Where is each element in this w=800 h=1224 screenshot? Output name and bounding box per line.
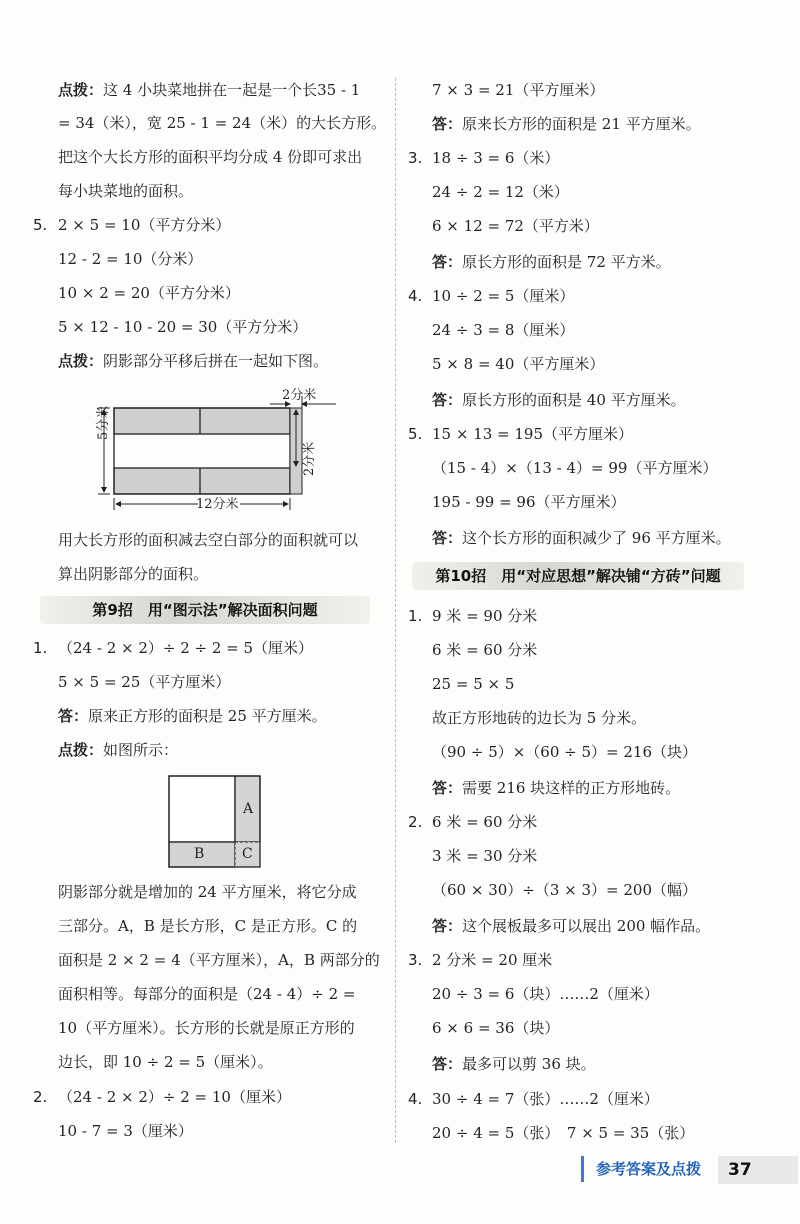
question-number: 1.	[33, 639, 48, 657]
solution-line: 3 米 = 30 分米	[432, 847, 538, 865]
solution-line: （90 ÷ 5）×（60 ÷ 5）= 216（块）	[432, 743, 698, 761]
section-heading-9: 第9招 用“图示法”解决面积问题	[40, 596, 370, 624]
answer-label: 答：	[58, 707, 89, 725]
text-line: 用大长方形的面积减去空白部分的面积就可以	[58, 531, 359, 549]
solution-line: （15 - 4）×（13 - 4）= 99（平方厘米）	[432, 459, 718, 477]
answer-label: 答：	[432, 779, 463, 797]
solution-line: 24 ÷ 2 = 12（米）	[432, 183, 569, 201]
solution-line: （60 × 30）÷（3 × 3）= 200（幅）	[432, 881, 698, 899]
question-number: 1.	[408, 607, 423, 625]
answer-label: 答：	[432, 391, 463, 409]
text-line: 面积是 2 × 2 = 4（平方厘米），A，B 两部分的	[58, 951, 380, 969]
footer-section-tag: 参考答案及点拨	[581, 1156, 701, 1182]
hint-text: 每小块菜地的面积。	[58, 182, 194, 200]
solution-line: 24 ÷ 3 = 8（厘米）	[432, 321, 575, 339]
solution-line: 18 ÷ 3 = 6（米）	[432, 149, 560, 167]
solution-line: 5 × 12 - 10 - 20 = 30（平方分米）	[58, 318, 308, 336]
figure-label-left: 5分米	[96, 405, 111, 440]
text-line: 阴影部分就是增加的 24 平方厘米，将它分成	[58, 883, 357, 901]
question-number: 4.	[408, 287, 423, 305]
answer-text: 原来正方形的面积是 25 平方厘米。	[88, 707, 327, 725]
solution-line: 20 ÷ 3 = 6（块）……2（厘米）	[432, 985, 659, 1003]
text-line: 面积相等。每部分的面积是（24 - 4）÷ 2 =	[58, 985, 356, 1003]
solution-line: （24 - 2 × 2）÷ 2 = 10（厘米）	[58, 1088, 291, 1106]
answer-label: 答：	[432, 253, 463, 271]
text-line: 10（平方厘米）。长方形的长就是原正方形的	[58, 1019, 355, 1037]
answer-label: 答：	[432, 917, 463, 935]
hint-label: 点拨：	[58, 352, 104, 370]
figure-label-right: 2分米	[302, 441, 317, 476]
solution-line: 2 分米 = 20 厘米	[432, 951, 553, 969]
question-number: 5.	[33, 216, 48, 234]
solution-line: 5 × 5 = 25（平方厘米）	[58, 673, 231, 691]
answer-text: 原长方形的面积是 72 平方米。	[462, 253, 671, 271]
solution-line: 195 - 99 = 96（平方厘米）	[432, 493, 626, 511]
hint-text: 如图所示：	[103, 741, 179, 759]
solution-line: （24 - 2 × 2）÷ 2 ÷ 2 = 5（厘米）	[58, 639, 314, 657]
hint-text: 阴影部分平移后拼在一起如下图。	[103, 352, 329, 370]
hint-text: 这 4 小块菜地拼在一起是一个长35 - 1	[103, 81, 361, 99]
answer-text: 原长方形的面积是 40 平方厘米。	[462, 391, 686, 409]
solution-line: 6 米 = 60 分米	[432, 641, 538, 659]
answer-label: 答：	[432, 1055, 463, 1073]
solution-line: 6 × 6 = 36（块）	[432, 1019, 560, 1037]
solution-line: 25 = 5 × 5	[432, 675, 515, 693]
figure-label-a: A	[243, 801, 254, 817]
solution-line: 9 米 = 90 分米	[432, 607, 538, 625]
answer-text: 这个长方形的面积减少了 96 平方厘米。	[462, 529, 731, 547]
figure-label-bottom: 12分米	[196, 497, 239, 512]
answer-label: 答：	[432, 115, 463, 133]
text-line: 边长，即 10 ÷ 2 = 5（厘米）。	[58, 1053, 273, 1071]
answer-label: 答：	[432, 529, 463, 547]
text-line: 三部分。A，B 是长方形，C 是正方形。C 的	[58, 917, 358, 935]
question-number: 2.	[33, 1088, 48, 1106]
text-line: 算出阴影部分的面积。	[58, 565, 209, 583]
answer-text: 原来长方形的面积是 21 平方厘米。	[462, 115, 701, 133]
solution-line: 10 - 7 = 3（厘米）	[58, 1122, 193, 1140]
solution-line: 15 × 13 = 195（平方厘米）	[432, 425, 634, 443]
solution-line: 6 米 = 60 分米	[432, 813, 538, 831]
question-number: 3.	[408, 951, 423, 969]
solution-line: 30 ÷ 4 = 7（张）……2（厘米）	[432, 1090, 659, 1108]
question-number: 2.	[408, 813, 423, 831]
question-number: 5.	[408, 425, 423, 443]
figure-label-top: 2分米	[282, 388, 317, 403]
section-heading-10: 第10招 用“对应思想”解决铺“方砖”问题	[412, 562, 744, 590]
solution-line: 2 × 5 = 10（平方分米）	[58, 216, 231, 234]
hint-text: = 34（米），宽 25 - 1 = 24（米）的大长方形。	[58, 114, 387, 132]
page-number: 37	[718, 1156, 798, 1184]
question-number: 3.	[408, 149, 423, 167]
hint-label: 点拨：	[58, 81, 104, 99]
solution-line: 故正方形地砖的边长为 5 分米。	[432, 709, 647, 727]
solution-line: 5 × 8 = 40（平方厘米）	[432, 355, 605, 373]
figure-label-c: C	[242, 846, 253, 862]
hint-label: 点拨：	[58, 741, 104, 759]
solution-line: 12 - 2 = 10（分米）	[58, 250, 203, 268]
solution-line: 7 × 3 = 21（平方厘米）	[432, 81, 605, 99]
figure-label-b: B	[194, 846, 205, 862]
solution-line: 20 ÷ 4 = 5（张） 7 × 5 = 35（张）	[432, 1124, 695, 1142]
column-divider	[395, 78, 396, 1143]
answer-text: 最多可以剪 36 块。	[462, 1055, 596, 1073]
answer-text: 这个展板最多可以展出 200 幅作品。	[462, 917, 711, 935]
solution-line: 10 × 2 = 20（平方分米）	[58, 284, 240, 302]
solution-line: 6 × 12 = 72（平方米）	[432, 217, 599, 235]
question-number: 4.	[408, 1090, 423, 1108]
hint-text: 把这个大长方形的面积平均分成 4 份即可求出	[58, 148, 363, 166]
solution-line: 10 ÷ 2 = 5（厘米）	[432, 287, 575, 305]
answer-text: 需要 216 块这样的正方形地砖。	[462, 779, 681, 797]
